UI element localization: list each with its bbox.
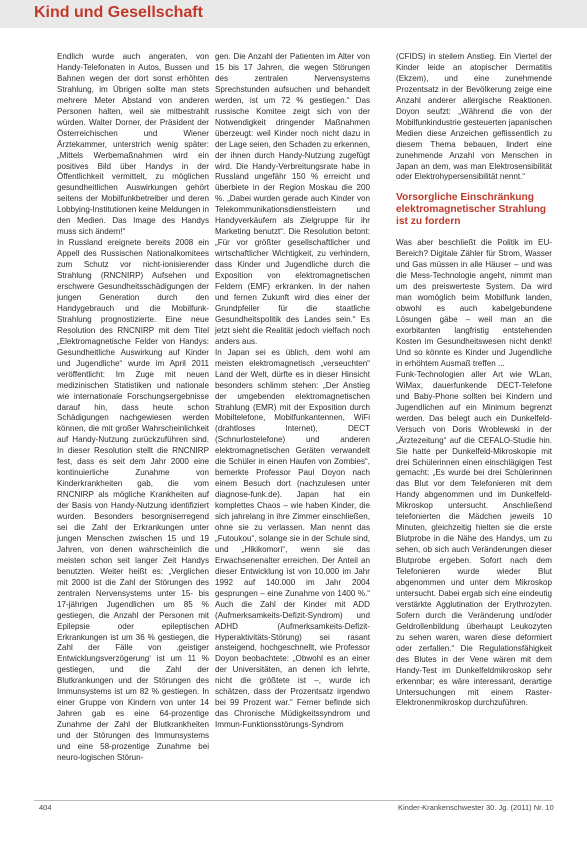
paragraph: (CFIDS) in steilem Anstieg. Ein Viertel der Kinder leide an atopischer Dermatitis (Ekzem), und eine zunehmende Prozentsatz in der Bevölkerung zeige eine Anzahl anderer allergische Reaktionen. Doyon seufzt: „Während die von der Mobilfunkindustrie gesteuerten japanischen Medien diese Anzeichen geflissentlich zu diesem Thema bebauen, lindert eine zunehmende Anzahl von Menschen in Japan an dem, was man Elektrosensibilität oder Elektrohypersensibilität nennt.“ [396, 52, 552, 182]
page-number: 404 [39, 803, 52, 812]
journal-citation: Kinder-Krankenschwester 30. Jg. (2011) Nr. 10 [398, 803, 554, 812]
paragraph: Was aber beschließt die Politik im EU-Bereich? Digitale Zähler für Strom, Wasser und Gas müssen in alle Häuser – und was die Mess-Technologie angeht, nimmt man um des preiswerteste System. Da wird man womöglich beim Mobilfunk landen, obwohl es auch kabelgebundene Lösungen gäbe – weil man an die exorbitanten langfristig entstehenden Kosten im Gesundheitswesen nicht denkt! Und so könnte es Kinder und Jugendliche in erhöhtem Ausmaß treffen ... [396, 238, 552, 368]
subheading: Vorsorgliche Einschränkung elektromagnetischer Strahlung ist zu fordern [396, 192, 547, 228]
paragraph: Funk-Technologien aller Art wie WLan, WiMax, dauerfunkende DECT-Telefone und Baby-Phone sollten bei Kindern und Jugendlichen auf ein Minimum begrenzt werden. Das belegt auch ein Dunkelfeld-Versuch von Doris Wroblewski in der „Ärztezeitung“ auf die CEFALO-Studie hin. Sie hatte per Dunkelfeld-Mikroskopie mit drei Schülerinnen einen einschlägigen Test gemacht: „Es wurde bei drei Schülerinnen das Blut vor dem Telefonieren mit dem Handy abgenommen und im Dunkelfeld-Mikroskop untersucht. Anschließend telefonierten die Mädchen jeweils 10 Minuten, gleichzeitig hielten sie die erste Blutprobe in die Nähe des Handys, um zu sehen, ob sich auch Veränderungen dieser Blutprobe ergeben. Sofort nach dem Telefonieren wurde wieder Blut abgenommen und unter dem Mikroskop untersucht. Dabei ergab sich eine eindeutig verstärkte Agglutination der Erythrozyten. Sofern durch die Veränderung und/oder Geldrollenbildung überhaupt Leukozyten zu sehen waren, waren diese deformiert oder zerfallen.“ Die Regulationsfähigkeit des Blutes in der Vene wären mit dem Handy-Test im Dunkelfeldmikroskop sehr erkennbar; es wäre interessant, derartige Untersuchungen mit einem Raster-Elektronenmikroskop durchzuführen. [396, 369, 552, 708]
paragraph: gen. Die Anzahl der Patienten im Alter von 15 bis 17 Jahren, die wegen Störungen des zentralen Nervensystems Sprechstunden aufsuchen und behandelt werden, ist um 72 % gestiegen.“ Das russische Komitee zeigt sich von der Notwendigkeit dringender Maßnahmen überzeugt: weil Kinder noch nicht dazu in der Lage seien, den Schaden zu erkennen, der ihnen durch Handy-Nutzung zugefügt wird. Die Handy-Verbreitungsrate habe in Russland ungefähr 150 % erreicht und überbiete in der Region Moskau die 200 %. „Dabei wurden gerade auch Kinder von Telekommunikationsdienstleistern und Handyverkäufern als Zielgruppe für ihr Marketing benutzt“. Die Resolution betont: „Für vor größter gesellschaftlicher und wirtschaftlicher Wichtigkeit, zu verhindern, dass Kinder und Jugendliche durch die Exposition von elektromagnetischen Feldern (EMF) erkranken. In der nahen und fernen Zukunft wird dies einer der Grundpfeiler für die staatliche Gesundheitspolitik des Landes sein.“ Es jetzt sieht die Realität jedoch vielfach noch anders aus. [215, 52, 370, 346]
paragraph: In Russland ereignete bereits 2008 ein Appell des Russischen Nationalkomitees zum Schutz vor nicht-ionisierender Strahlung (RNCNIRP) Aufsehen und erschwere Gesundheitsschädigungen der jungen Generation durch den Handygebrauch und die Mobilfunk-Strahlung prognostizierte. Eine neue Resolution des RNCNIRP mit dem Titel „Elektromagnetische Felder von Handys: Gesundheitliche Auswirkung auf Kinder und Jugendliche“ wurde im April 2011 veröffentlicht: Im Zuge mit neuen medizinischen Statistiken und nationale wie internationale Forschungsergebnisse darauf hin, dass heute schon Schädigungen nachgewiesen werden können, die mit großer Wahrscheinlichkeit auf Handy-Nutzung zurückzuführen sind. In dieser Resolution stellt die RNCNIRP fest, dass es seit dem Jahr 2000 eine kontinuierliche Zunahme von Kinderkrankheiten gab, die vom RNCNIRP als mögliche Krankheiten auf der Basis von Handy-Nutzung identifiziert wurden. Besonders besorgniserregend sei die Zahl der Erkrankungen unter jungen Menschen zwischen 15 und 19 Jahren, von denen wahrscheinlich die meisten schon seit langer Zeit Handys benutzten. Weiter heißt es: „Verglichen mit 2000 ist die Zahl der Störungen des zentralen Nervensystems unter 15- bis 17-jährigen Jugendlichen um 85 % gestiegen, die Anzahl der Personen mit Epilepsie oder epileptischen Erkrankungen ist um 36 % gestiegen, die Zahl der Fälle von ‚geistiger Entwicklungsverzögerung‘ ist um 11 % gestiegen, und die Zahl der Blutkrankungen und der Störungen des Immunsystems ist um 82 % gestiegen. In einer Gruppe von Kindern von unter 14 Jahren gab es eine 64-prozentige Zunahme der Zahl der Blutkrankheiten und der Störungen des Immunsystems und eine 58-prozentige Zunahme bei neuro-logischen Störun- [57, 238, 209, 762]
column-3 [396, 52, 552, 709]
column-1 [57, 52, 209, 764]
footer-divider [34, 800, 552, 801]
paragraph: Endlich wurde auch angeraten, von Handy-Telefonaten in Autos, Bussen und Bahnen wegen der dort sonst erhöhten Strahlung, im Übrigen sollte man stets mehrere Meter Abstand von anderen Personen halten, weil sie mitbestrahlt würden. Walter Dorner, der Präsident der Österreichischen und Wiener Ärztekammer, unterstrich wenig später: „Mittels Werbemaßnahmen wird ein positives Bild über Handys in der Öffentlichkeit vermittelt, zu möglichen gesundheitlichen Auswirkungen gehört seitens der Mobilfunkbetreiber und deren Lobbying-Institutionen keine Meldungen in den Medien. Das Image des Handys muss sich ändern!“ [57, 52, 209, 237]
column-2 [215, 52, 370, 731]
section-title: Kind und Gesellschaft [34, 4, 203, 21]
paragraph: In Japan sei es üblich, dem wohl am meisten elektromagnetisch „verseuchten“ Land der Welt, dürfte es in dieser Hinsicht besonders schlimm stehen: „Der Anstieg der umgebenden elektromagnetischen Strahlung (EMR) mit der Exposition durch Mobiltelefone, Mobilfunkantennen, WiFi (drahtloses Internet), DECT (Schnurlostelefone) und anderen elektromagnetischen Geräten verwandelt die Schüler in einen Haufen von Zombies“, bemerkte Professor Paul Doyon nach einem Besuch dort (nachzulesen unter diagnose-funk.de). Japan hat ein komplettes Chaos – wie haben Kinder, die sich jahrelang in ihre Zimmer einschließen, ohne sie zu verlassen. Man nennt das „Futoukou“, solange sie in der Schule sind, und „Hikikomori“, wenn sie das Erwachsenenalter erreichen. Der Anteil an dieser Entwicklung ist von 10.000 im Jahr 1992 auf 140.000 im Jahr 2004 gesprungen – eine Zunahme von 1400 %.“ Auch die Zahl der Kinder mit ADD (Aufmerksamkeits-Defizit-Syndrom) und ADHD (Aufmerksamkeits-Defizit-Hyperaktivitäts-Störung) sei rasant ansteigend, hochgeschnellt, wie Professor Doyon beobachtete: „Obwohl es an einer der Universitäten, an denen ich lehrte, nicht die größtete ist –, wurde ich schätzen, dass der Prozentsatz irgendwo bei 99 Prozent war.“ Ferner befinde sich das Chronische Müdigkeitssyndrom und Immun-Funktionsstörungs-Syndrom [215, 347, 370, 730]
